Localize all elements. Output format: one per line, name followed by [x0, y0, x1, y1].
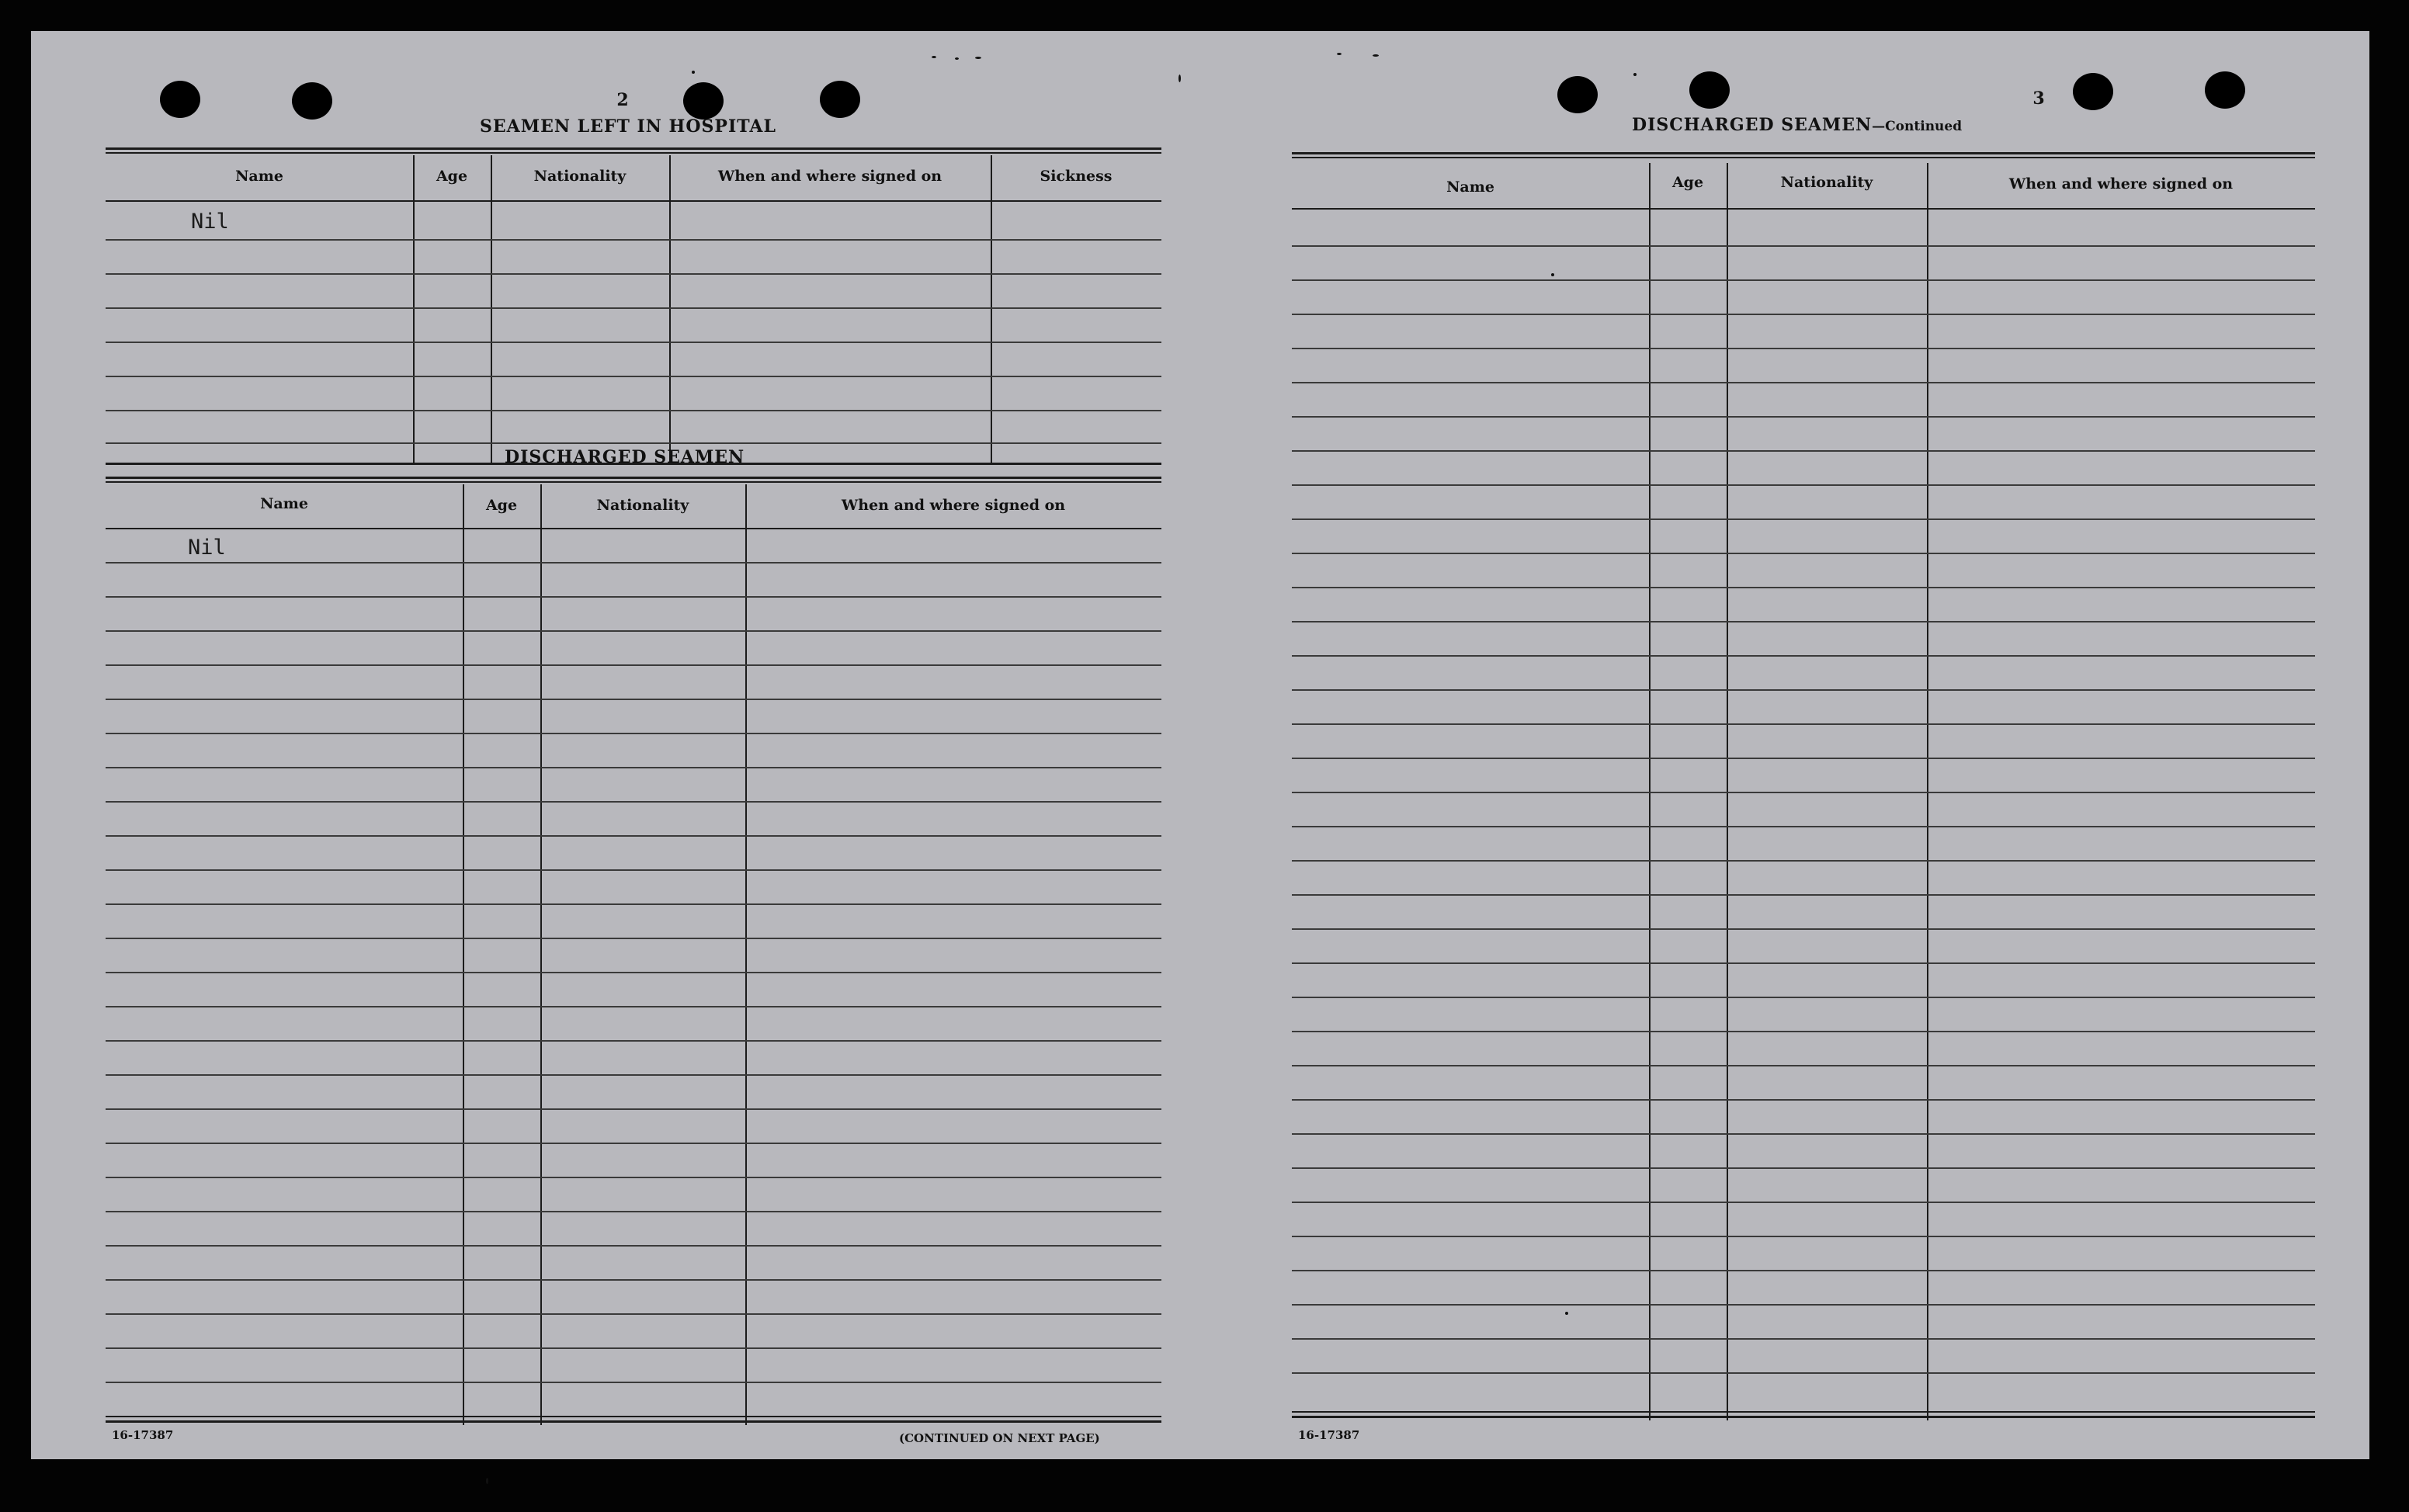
ledger-sheet [31, 31, 2369, 1459]
row-rule [1292, 860, 2315, 862]
discharged-section-title: DISCHARGED SEAMEN [505, 447, 745, 467]
row-rule [1292, 826, 2315, 827]
row-rule [106, 307, 1161, 309]
row-rule [106, 1074, 1161, 1076]
rule [106, 1416, 1161, 1417]
title-suffix: —Continued [1872, 119, 1963, 134]
punch-hole [683, 82, 724, 120]
row-rule [106, 1108, 1161, 1110]
form-number: 16-17387 [112, 1428, 174, 1442]
row-rule [106, 562, 1161, 564]
rule [1292, 157, 2315, 158]
row-rule [106, 442, 1161, 444]
rule [106, 152, 1161, 154]
header-rule [106, 200, 1161, 202]
page-number: 3 [2032, 88, 2045, 109]
row-rule [1292, 1099, 2315, 1101]
row-rule [1292, 553, 2315, 554]
row-rule [106, 1040, 1161, 1042]
row-rule [106, 1143, 1161, 1144]
row-rule [1292, 348, 2315, 349]
row-rule [1292, 1236, 2315, 1237]
row-rule [1292, 723, 2315, 725]
row-rule [106, 938, 1161, 939]
rule [1292, 1416, 2315, 1418]
row-rule [1292, 245, 2315, 247]
title-main: DISCHARGED SEAMEN [1632, 115, 1873, 135]
discharged-col-name-header: Name [260, 495, 308, 512]
punch-hole [2205, 71, 2245, 109]
rule [106, 477, 1161, 479]
speck [1178, 75, 1181, 82]
row-rule [106, 596, 1161, 598]
row-rule [106, 1382, 1161, 1383]
row-rule [1292, 1167, 2315, 1169]
row-rule [106, 903, 1161, 905]
hospital-col-age-header: Age [436, 168, 468, 185]
column-divider [540, 484, 542, 1425]
row-rule [106, 1245, 1161, 1247]
row-rule [1292, 279, 2315, 281]
row-rule [1292, 518, 2315, 520]
rule [1292, 152, 2315, 154]
punch-hole [1689, 71, 1730, 109]
left-page [31, 31, 1196, 1459]
row-rule [1292, 758, 2315, 759]
continued-note: (CONTINUED ON NEXT PAGE) [899, 1431, 1100, 1445]
punch-hole [292, 82, 332, 120]
page-number: 2 [616, 90, 629, 110]
discharged-col-nationality-header: Nationality [596, 497, 689, 514]
punch-hole [2073, 73, 2113, 110]
hospital-section-title: SEAMEN LEFT IN HOSPITAL [480, 116, 776, 137]
row-rule [106, 630, 1161, 632]
row-rule [1292, 689, 2315, 691]
rule [1292, 1411, 2315, 1413]
row-rule [106, 699, 1161, 700]
row-rule [1292, 792, 2315, 793]
row-rule [1292, 1270, 2315, 1271]
speck [692, 71, 695, 74]
speck [975, 57, 981, 59]
row-rule [106, 376, 1161, 377]
row-rule [106, 835, 1161, 837]
row-rule [1292, 1202, 2315, 1203]
hospital-col-signed-on-header: When and where signed on [717, 168, 942, 185]
row-rule [1292, 587, 2315, 588]
speck [1373, 54, 1379, 57]
hospital-col-nationality-header: Nationality [533, 168, 627, 185]
right-page [1196, 31, 2369, 1459]
row-rule [106, 239, 1161, 241]
row-rule [106, 972, 1161, 973]
rule [106, 481, 1161, 483]
discharged-name-entry: Nil [188, 536, 226, 560]
punch-hole [820, 81, 860, 118]
row-rule [1292, 655, 2315, 657]
row-rule [106, 664, 1161, 666]
row-rule [106, 1177, 1161, 1178]
row-rule [1292, 1338, 2315, 1340]
row-rule [1292, 928, 2315, 930]
row-rule [106, 869, 1161, 871]
row-rule [1292, 450, 2315, 452]
continued-col-age-header: Age [1671, 174, 1704, 191]
discharged-continued-title [1632, 115, 1962, 135]
rule [106, 1420, 1161, 1423]
punch-hole [160, 81, 200, 118]
speck [1565, 1312, 1568, 1315]
hospital-col-sickness-header: Sickness [1040, 168, 1113, 185]
row-rule [106, 767, 1161, 768]
speck [1551, 273, 1554, 276]
column-divider [745, 484, 747, 1425]
row-rule [106, 273, 1161, 275]
row-rule [1292, 1065, 2315, 1066]
row-rule [1292, 962, 2315, 964]
row-rule [106, 1313, 1161, 1315]
speck [1633, 73, 1637, 76]
row-rule [106, 1347, 1161, 1349]
row-rule [1292, 1031, 2315, 1032]
row-rule [106, 1006, 1161, 1007]
row-rule [1292, 382, 2315, 383]
row-rule [106, 342, 1161, 343]
speck [486, 1478, 488, 1484]
row-rule [1292, 416, 2315, 418]
speck [955, 57, 959, 60]
row-rule [1292, 1372, 2315, 1374]
row-rule [1292, 484, 2315, 486]
row-rule [106, 410, 1161, 411]
form-number: 16-17387 [1298, 1428, 1360, 1442]
row-rule [106, 1279, 1161, 1281]
row-rule [1292, 997, 2315, 998]
column-divider [463, 484, 464, 1425]
row-rule [106, 801, 1161, 803]
header-rule [106, 528, 1161, 529]
continued-col-signed-on-header: When and where signed on [2008, 175, 2234, 192]
hospital-col-name-header: Name [235, 168, 283, 185]
rule [106, 147, 1161, 150]
row-rule [1292, 1133, 2315, 1135]
discharged-col-signed-on-header: When and where signed on [841, 497, 1066, 514]
speck [932, 56, 936, 58]
row-rule [1292, 314, 2315, 315]
continued-col-name-header: Name [1446, 179, 1494, 196]
row-rule [1292, 894, 2315, 896]
discharged-col-age-header: Age [485, 497, 518, 514]
continued-col-nationality-header: Nationality [1780, 174, 1873, 191]
row-rule [1292, 1304, 2315, 1306]
row-rule [106, 1211, 1161, 1212]
speck [1337, 53, 1342, 55]
hospital-name-entry: Nil [191, 210, 229, 234]
row-rule [106, 733, 1161, 734]
row-rule [1292, 621, 2315, 622]
header-rule [1292, 208, 2315, 210]
punch-hole [1557, 76, 1598, 113]
